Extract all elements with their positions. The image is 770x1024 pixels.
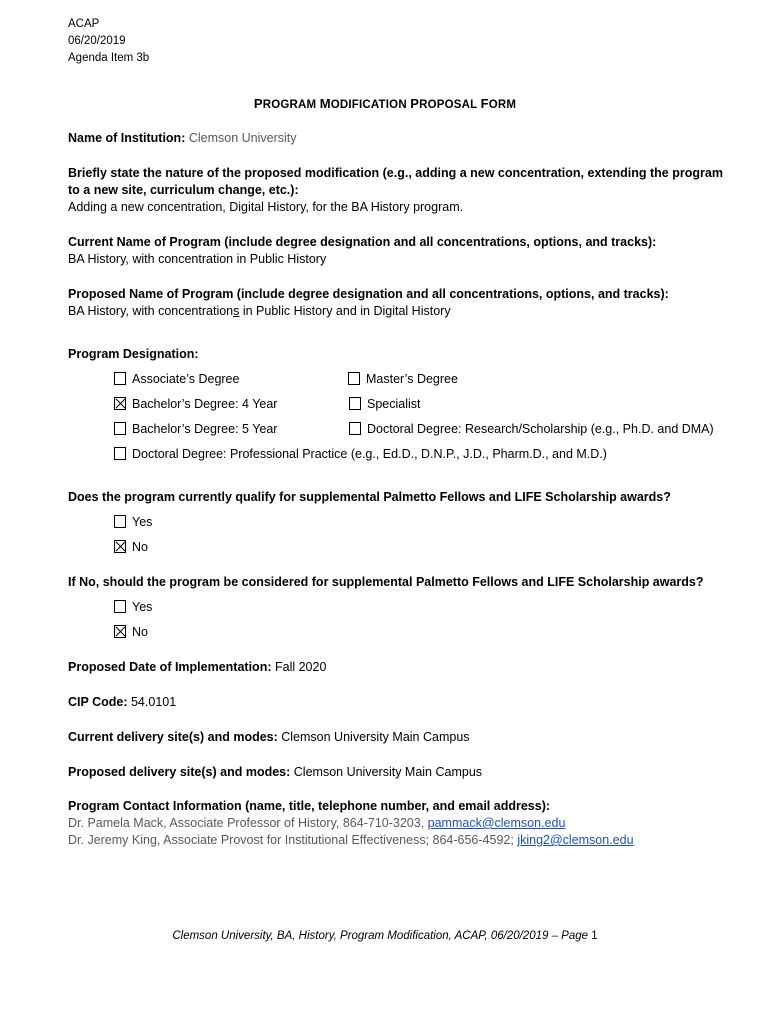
- proposed-name-answer: [68, 303, 728, 320]
- option-associates-label: Associate’s Degree: [132, 372, 240, 386]
- cip-row: [68, 694, 728, 711]
- checkbox-bachelors-5[interactable]: [114, 422, 126, 435]
- proposed-delivery-value: Clemson University Main Campus: [293, 765, 483, 779]
- checkbox-doctoral-professional[interactable]: [114, 447, 126, 460]
- proposed-name-part1: BA History, with concentration: [68, 304, 234, 318]
- if-no-no-option[interactable]: [114, 624, 148, 641]
- institution-row: [68, 130, 728, 147]
- page-footer: [0, 928, 770, 945]
- title-cap-2: M: [319, 96, 331, 111]
- title-cap-3: P: [410, 96, 420, 111]
- checkbox-if-no-no[interactable]: [114, 625, 126, 638]
- checkbox-doctoral-research[interactable]: [349, 422, 361, 435]
- title-rest-4: ORM: [488, 99, 517, 111]
- contact-line-1-text: Dr. Pamela Mack, Associate Professor of History, 864-710-3203,: [68, 816, 428, 830]
- checkbox-if-no-yes[interactable]: [114, 600, 126, 613]
- option-specialist-label: Specialist: [367, 397, 421, 411]
- header-agenda-item: Agenda Item 3b: [68, 52, 150, 64]
- implementation-value: Fall 2020: [274, 660, 327, 674]
- title-rest-1: ROGRAM: [262, 99, 320, 111]
- qualify-no-option[interactable]: [114, 539, 148, 556]
- proposed-name-part2: in Public History and in Digital History: [239, 304, 451, 318]
- if-no-question: If No, should the program be considered for supplemental Palmetto Fellows and LIFE Scholarship awards?: [68, 575, 704, 589]
- qualify-question: Does the program currently qualify for supplemental Palmetto Fellows and LIFE Scholarship awards?: [68, 490, 671, 504]
- if-no-yes-label: Yes: [132, 600, 153, 614]
- contact-email-link-1[interactable]: pammack@clemson.edu: [427, 816, 566, 830]
- implementation-row: [68, 659, 728, 676]
- option-doctoral-professional-label: Doctoral Degree: Professional Practice (e.g., Ed.D., D.N.P., J.D., Pharm.D., and M.D.): [132, 447, 607, 461]
- title-cap-4: F: [480, 96, 489, 111]
- checkbox-specialist[interactable]: [349, 397, 361, 410]
- nature-answer: Adding a new concentration, Digital History, for the BA History program.: [68, 200, 464, 214]
- proposed-delivery-label: Proposed delivery site(s) and modes:: [68, 765, 291, 779]
- checkbox-qualify-no[interactable]: [114, 540, 126, 553]
- checkbox-masters[interactable]: [348, 372, 360, 385]
- option-bachelors-5[interactable]: [114, 421, 277, 438]
- checkbox-qualify-yes[interactable]: [114, 515, 126, 528]
- option-masters[interactable]: [348, 371, 458, 388]
- proposed-name-question: Proposed Name of Program (include degree designation and all concentrations, options, and tracks):: [68, 287, 669, 301]
- qualify-no-label: No: [132, 540, 148, 554]
- title-cap-1: P: [253, 96, 263, 111]
- footer-text: Clemson University, BA, History, Program Modification, ACAP, 06/20/2019 – Page: [172, 930, 589, 942]
- option-bachelors-5-label: Bachelor’s Degree: 5 Year: [132, 422, 278, 436]
- option-doctoral-research-label: Doctoral Degree: Research/Scholarship (e.g., Ph.D. and DMA): [367, 422, 714, 436]
- option-bachelors-4-label: Bachelor’s Degree: 4 Year: [132, 397, 278, 411]
- contact-label: Program Contact Information (name, title, telephone number, and email address):: [68, 799, 551, 813]
- qualify-yes-option[interactable]: [114, 514, 152, 531]
- current-name-question: Current Name of Program (include degree designation and all concentrations, options, and tracks):: [68, 235, 657, 249]
- current-delivery-label: Current delivery site(s) and modes:: [68, 730, 278, 744]
- if-no-no-label: No: [132, 625, 148, 639]
- if-no-yes-option[interactable]: [114, 599, 152, 616]
- contact-line-1: [68, 815, 728, 832]
- title-rest-2: ODIFICATION: [330, 99, 411, 111]
- proposed-delivery-row: [68, 764, 728, 781]
- contact-line-2: [68, 832, 728, 849]
- nature-question: Briefly state the nature of the proposed modification (e.g., adding a new concentration, extending the program to a new site, curriculum change, etc.):: [68, 166, 723, 197]
- contact-line-2-text: Dr. Jeremy King, Associate Provost for Institutional Effectiveness; 864-656-4592;: [68, 833, 518, 847]
- header-acap: ACAP: [68, 18, 100, 30]
- option-doctoral-research[interactable]: [349, 421, 714, 438]
- form-title: [0, 95, 770, 114]
- current-delivery-row: [68, 729, 728, 746]
- cip-value: 54.0101: [130, 695, 177, 709]
- option-doctoral-professional[interactable]: [114, 446, 607, 463]
- title-rest-3: ROPOSAL: [419, 99, 481, 111]
- institution-label: Name of Institution:: [68, 131, 186, 145]
- contact-email-link-2[interactable]: jking2@clemson.edu: [517, 833, 634, 847]
- option-associates[interactable]: [114, 371, 239, 388]
- header-date: 06/20/2019: [68, 35, 126, 47]
- option-specialist[interactable]: [349, 396, 421, 413]
- checkbox-bachelors-4[interactable]: [114, 397, 126, 410]
- cip-label: CIP Code:: [68, 695, 128, 709]
- option-masters-label: Master’s Degree: [366, 372, 458, 386]
- institution-value: Clemson University: [188, 131, 297, 145]
- qualify-yes-label: Yes: [132, 515, 153, 529]
- current-delivery-value: Clemson University Main Campus: [281, 730, 470, 744]
- footer-page-number: 1: [591, 930, 598, 942]
- implementation-label: Proposed Date of Implementation:: [68, 660, 272, 674]
- proposed-name-underlined: s: [233, 304, 240, 318]
- designation-label: Program Designation:: [68, 347, 199, 361]
- option-bachelors-4[interactable]: [114, 396, 277, 413]
- checkbox-associates[interactable]: [114, 372, 126, 385]
- current-name-answer: BA History, with concentration in Public History: [68, 252, 327, 266]
